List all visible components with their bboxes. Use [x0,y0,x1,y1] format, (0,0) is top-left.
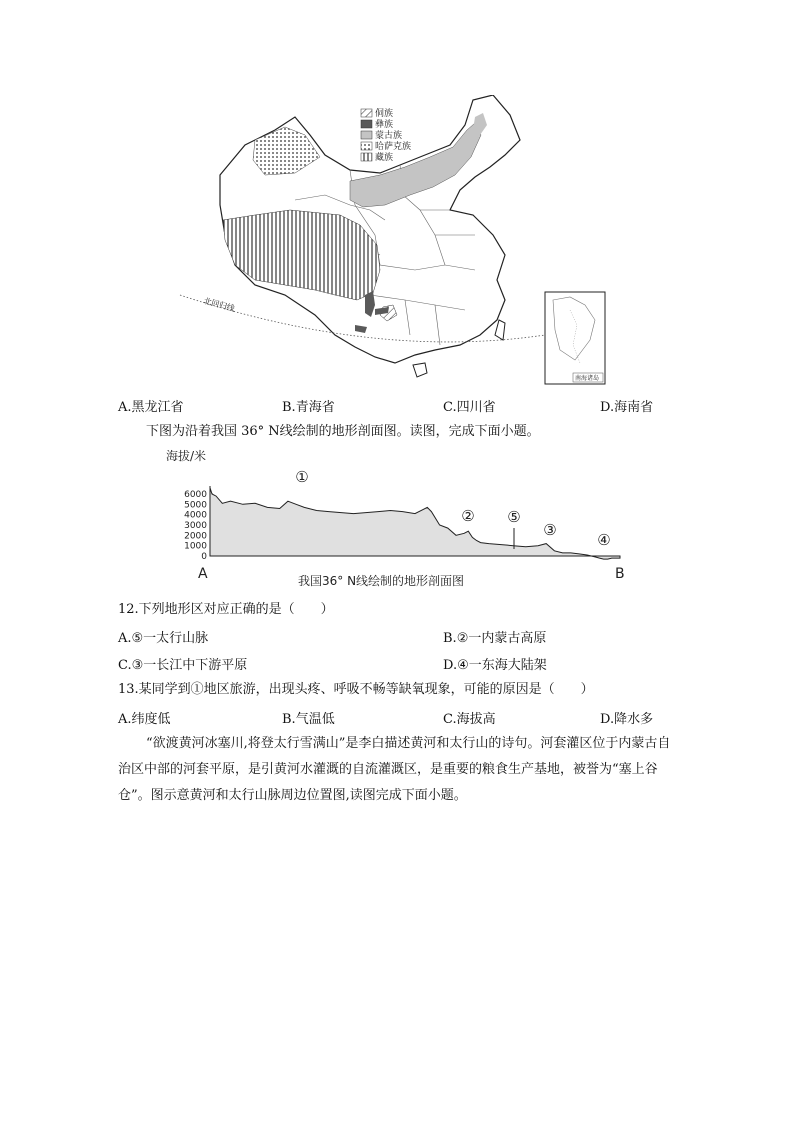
profile-marker-3: ⑤ [507,508,521,526]
legend-dong: 侗族 [375,109,394,119]
tropic-label: 北回归线 [202,296,236,314]
y-tick-label: 1000 [184,541,207,552]
option-letter: A. [118,400,132,415]
q12-option-a[interactable] [118,627,208,646]
q11-option-a[interactable] [118,396,184,415]
option-text: ②一内蒙古高原 [456,631,547,646]
option-text: 纬度低 [131,712,171,727]
option-text: ③一长江中下游平原 [131,658,248,673]
option-text: 青海省 [295,400,335,415]
y-tick-label: 0 [201,552,207,562]
ethnic-distribution-map [175,95,615,390]
y-tick-label: 3000 [184,521,207,531]
profile-caption: 我国36° N线绘制的地形剖面图 [298,574,465,588]
option-text: 海拔高 [456,712,496,727]
q11-option-d[interactable] [600,396,653,415]
q12-stem: 12.下列地形区对应正确的是（ ） [118,602,334,617]
profile-marker-1: ① [295,468,309,486]
q13-stem: 13.某同学到①地区旅游，出现头疼、呼吸不畅等缺氧现象，可能的原因是（ ） [118,682,594,697]
south-china-sea-inset [545,292,605,384]
legend-mongol: 蒙古族 [375,131,403,141]
profile-marker-4: ③ [543,521,557,539]
q11-option-b[interactable] [282,396,335,415]
option-text: ⑤一太行山脉 [131,631,209,646]
q13-option-d[interactable] [600,708,653,727]
legend-tibet: 藏族 [375,153,394,163]
q13-option-b[interactable] [282,708,335,727]
option-letter: B. [443,631,457,646]
option-letter: A. [118,631,132,646]
option-text: 四川省 [456,400,496,415]
terrain-profile-chart [160,444,640,594]
option-text: ④一东海大陆架 [457,658,547,673]
profile-marker-5: ④ [597,531,611,549]
yellow-river-passage: “欲渡黄河冰塞川,将登太行雪满山”是李白描述黄河和太行山的诗句。河套灌区位于内蒙古自治区中部的河套平原，是引黄河水灌溉的自流灌溉区，是重要的粮食生产基地，被誉为“塞上谷仓”。图示意黄河和太行山脉周边位置图,读图完成下面小题。 [118,736,671,803]
option-text: 气温低 [295,712,335,727]
q12-option-d[interactable] [443,654,547,673]
option-text: 黑龙江省 [131,400,184,415]
option-letter: C. [443,712,457,727]
option-letter: D. [600,712,615,727]
option-letter: D. [443,658,458,673]
profile-intro: 下图为沿着我国 36° N线绘制的地形剖面图。读图，完成下面小题。 [146,424,540,439]
option-letter: D. [600,400,615,415]
inset-label: 南海诸岛 [575,375,600,382]
q12-option-b[interactable] [443,627,546,646]
option-letter: B. [282,400,296,415]
legend-yi: 彝族 [375,120,394,130]
option-text: 海南省 [614,400,654,415]
y-tick-label: 4000 [184,510,207,521]
taiwan-island [495,320,505,340]
map-legend [361,107,411,163]
y-axis-label: 海拔/米 [166,449,207,463]
endpoint-b: B [615,566,625,582]
q13-option-a[interactable] [118,708,171,727]
terrain-area [210,488,620,559]
tibet-region [223,210,380,300]
y-ticks [184,490,213,562]
y-tick-label: 5000 [184,500,207,511]
y-tick-label: 2000 [184,531,207,542]
q12-option-c[interactable] [118,654,247,673]
legend-kazakh: 哈萨克族 [375,142,412,152]
option-letter: A. [118,712,132,727]
q13-option-c[interactable] [443,708,496,727]
option-text: 降水多 [614,712,654,727]
option-letter: B. [282,712,296,727]
endpoint-a: A [198,566,208,582]
option-letter: C. [443,400,457,415]
hainan-island [413,363,427,377]
q11-option-c[interactable] [443,396,496,415]
y-tick-label: 6000 [184,490,207,500]
profile-marker-2: ② [461,507,475,525]
option-letter: C. [118,658,132,673]
